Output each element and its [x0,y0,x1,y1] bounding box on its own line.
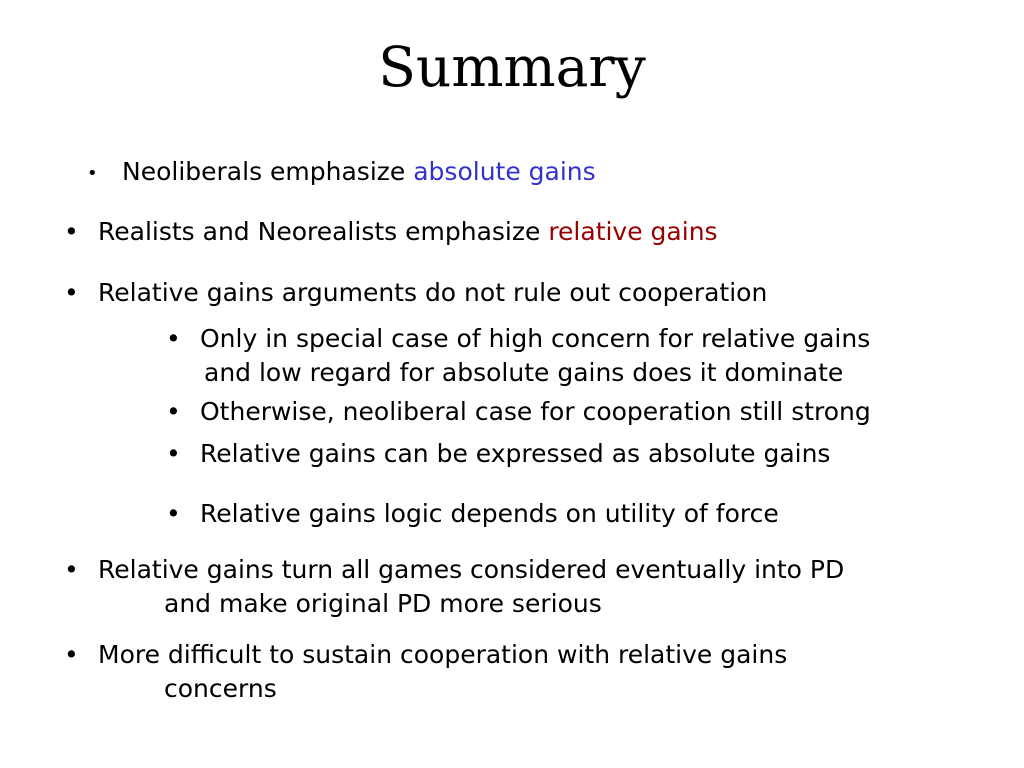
sub-bullet-icon: • [166,397,181,426]
sub-point-1-line-2: and low regard for absolute gains does it dominate [204,358,844,387]
bullet-point-4-line-2: and make original PD more serious [164,589,602,618]
sub-bullet-icon: • [166,439,181,468]
bullet-point-3: Relative gains arguments do not rule out cooperation [98,278,768,307]
sub-bullet-icon: • [166,324,181,353]
bullet-icon: • [64,640,79,669]
bullet-icon: • [64,278,79,307]
bullet-icon: • [64,217,79,246]
bullet-point-2 [98,215,718,249]
sub-point-2: Otherwise, neoliberal case for cooperation still strong [200,397,871,426]
bullet-point-2-text: Realists and Neorealists emphasize [98,217,549,246]
sub-point-1-line-1: Only in special case of high concern for relative gains [200,324,871,353]
bullet-point-5-line-1: More difficult to sustain cooperation with relative gains [98,640,788,669]
bullet-point-1 [122,155,596,189]
bullet-point-4-line-1: Relative gains turn all games considered eventually into PD [98,555,845,584]
absolute-gains-highlight: absolute gains [413,157,596,186]
sub-bullet-icon: • [166,499,181,528]
sub-point-3: Relative gains can be expressed as absolute gains [200,439,831,468]
slide-title: Summary [378,35,646,99]
bullet-point-5-line-2: concerns [164,674,277,703]
bullet-icon: • [64,555,79,584]
bullet-icon: • [87,163,98,184]
sub-point-4: Relative gains logic depends on utility of force [200,499,779,528]
relative-gains-highlight: relative gains [548,217,718,246]
bullet-point-1-text: Neoliberals emphasize [122,157,414,186]
